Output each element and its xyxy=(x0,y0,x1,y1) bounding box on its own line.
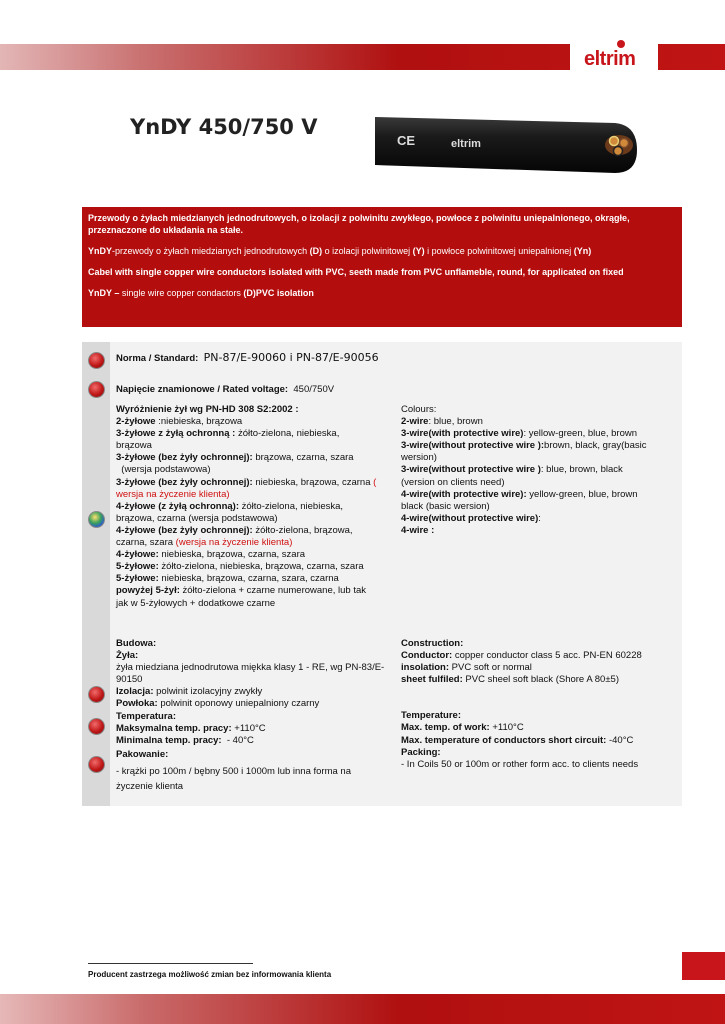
voltage-icon xyxy=(88,381,105,398)
packing-pl-text: - krążki po 100m / bębny 500 i 1000m lub inna forma na xyxy=(116,765,351,777)
packing-pl-heading: Pakowanie: xyxy=(116,748,169,760)
intro-polish: Przewody o żyłach miedzianych jednodrutowych, o izolacji z polwinitu zwykłego, powłoce z polwinitu uniepalnionego, okrągłe, przeznaczone do układania na stałe. xyxy=(88,213,630,235)
svg-text:CE: CE xyxy=(397,133,416,148)
colours-en-line: 3-wire(without protective wire ):brown, black, gray(basic xyxy=(401,440,647,452)
short-circuit-temp-en: Max. temperature of conductors short circuit: -40°C xyxy=(401,734,634,746)
colours-en-line: 4-wire(without protective wire): xyxy=(401,512,541,524)
conductor-pl-text: żyła miedziana jednodrutowa miękka klasy 1 - RE, wg PN-83/E- xyxy=(116,662,385,674)
temperature-pl-heading: Temperatura: xyxy=(116,710,177,722)
temperature-en-heading: Temperature: xyxy=(401,710,462,722)
norm-label: Norma / Standard: xyxy=(116,353,199,364)
colours-en-heading: Colours: xyxy=(401,404,437,415)
colours-pl-line: 2-żyłowe :niebieska, brązowa xyxy=(116,416,243,428)
colours-icon xyxy=(88,511,105,528)
sheath-pl: Powłoka: polwinit oponowy uniepalniony czarny xyxy=(116,698,320,710)
bottom-red-bar xyxy=(0,994,725,1024)
colours-pl-line: 4-żyłowe (bez żyły ochronnej): żółto-zielona, brązowa, xyxy=(116,524,353,536)
spec-icon-column xyxy=(82,342,110,806)
sheath-en: sheet fulfiled: PVC sheel soft black (Shore A 80±5) xyxy=(401,674,620,686)
spacer xyxy=(401,686,676,710)
intro-english-code: YnDY – single wire copper condactors (D)PVC isolation xyxy=(88,288,314,298)
colours-pl-line: 4-żyłowe: niebieska, brązowa, czarna, szara xyxy=(116,549,306,561)
cable-image xyxy=(375,95,657,192)
product-title: YnDY 450/750 V xyxy=(130,115,318,139)
brand-logo: eltrim xyxy=(584,48,636,70)
colours-pl-line: czarna, szara (wersja na życzenie klienta) xyxy=(116,537,293,549)
svg-text:eltrim: eltrim xyxy=(451,138,481,150)
construction-polish xyxy=(116,638,391,794)
max-temp-pl: Maksymalna temp. pracy: +110°C xyxy=(116,722,266,734)
colours-pl-line: 3-żyłowe z żyłą ochronną : żółto-zielona, niebieska, xyxy=(116,428,340,440)
colours-pl-line: jak w 5-żyłowych + dodatkowe czarne xyxy=(116,597,276,609)
insulation-pl: Izolacja: polwinit izolacyjny zwykły xyxy=(116,686,263,698)
conductor-en: Conductor: copper conductor class 5 acc. PN-EN 60228 xyxy=(401,650,642,662)
intro-english: Cabel with single copper wire conductors isolated with PVC, seeth made from PVC unflameble, round, for applicated on fixed xyxy=(88,267,624,277)
colours-en-line: wersion) xyxy=(401,452,437,464)
construction-pl-heading: Budowa: xyxy=(116,638,157,649)
temperature-icon xyxy=(88,718,105,735)
colours-en-line: (version on clients need) xyxy=(401,476,505,488)
logo-dot xyxy=(617,40,625,48)
cable-photo xyxy=(375,95,657,192)
colours-pl-line: 5-żyłowe: niebieska, brązowa, czarna, szara, czarna xyxy=(116,573,339,585)
colours-en-line: black (basic wersion) xyxy=(401,500,490,512)
norm-row xyxy=(116,352,379,365)
construction-en-heading: Construction: xyxy=(401,638,464,649)
voltage-label: Napięcie znamionowe / Rated voltage: xyxy=(116,384,289,395)
colours-pl-line: 5-żyłowe: żółto-zielona, niebieska, brązowa, czarna, szara xyxy=(116,561,364,573)
construction-icon xyxy=(88,686,105,703)
bottom-red-block xyxy=(682,952,725,980)
colours-en-line: 2-wire: blue, brown xyxy=(401,416,483,428)
colours-en-line: 3-wire(without protective wire ): blue, brown, black xyxy=(401,464,623,476)
conductor-pl-text: 90150 xyxy=(116,674,143,686)
colours-polish xyxy=(116,404,396,610)
insulation-en: insolation: PVC soft or normal xyxy=(401,662,532,674)
intro-polish-code: YnDY-przewody o żyłach miedzianych jednodrutowych (D) o izolacji polwinitowej (Y) i powłoce polwinitowej uniepalnionej (Yn) xyxy=(88,246,592,256)
packing-en-heading: Packing: xyxy=(401,746,441,758)
max-temp-en: Max. temp. of work: +110°C xyxy=(401,722,524,734)
packing-icon xyxy=(88,756,105,773)
packing-pl-text: życzenie klienta xyxy=(116,780,184,792)
construction-english xyxy=(401,638,676,771)
colours-pl-heading: Wyróżnienie żył wg PN-HD 308 S2:2002 : xyxy=(116,404,299,415)
colours-pl-line: 4-żyłowe (z żyłą ochronną): żółto-zielona, niebieska, xyxy=(116,500,344,512)
colours-pl-line: 3-żyłowe (bez żyły ochronnej): brązowa, czarna, szara xyxy=(116,452,354,464)
description-box xyxy=(82,207,682,327)
colours-pl-line: 3-żyłowe (bez żyły ochronnej): niebieska, brązowa, czarna ( xyxy=(116,476,377,488)
norm-value: PN-87/E-90060 i PN-87/E-90056 xyxy=(203,351,379,364)
footer-divider xyxy=(88,963,253,964)
min-temp-pl: Minimalna temp. pracy: - 40°C xyxy=(116,734,254,746)
colours-en-line: 4-wire(with protective wire): yellow-green, blue, brown xyxy=(401,488,638,500)
colours-pl-line: wersja na życzenie klienta) xyxy=(116,488,230,500)
packing-en-text: - In Coils 50 or 100m or rother form acc. to clients needs xyxy=(401,758,639,770)
voltage-value: 450/750V xyxy=(293,384,335,395)
colours-pl-line: (wersja podstawowa) xyxy=(116,464,211,476)
colours-en-line: 4-wire : xyxy=(401,524,435,536)
colours-pl-line: brązowa, czarna (wersja podstawowa) xyxy=(116,512,278,524)
conductor-pl-label: Żyła: xyxy=(116,650,139,662)
voltage-row xyxy=(116,384,334,396)
footer-note: Producent zastrzega możliwość zmian bez informowania klienta xyxy=(88,970,332,979)
colours-en-line: 3-wire(with protective wire): yellow-green, blue, brown xyxy=(401,428,638,440)
colours-english xyxy=(401,404,676,537)
colours-pl-line: brązowa xyxy=(116,440,152,452)
colours-pl-line: powyżej 5-żył: żółto-zielona + czarne numerowane, lub tak xyxy=(116,585,367,597)
standard-icon xyxy=(88,352,105,369)
